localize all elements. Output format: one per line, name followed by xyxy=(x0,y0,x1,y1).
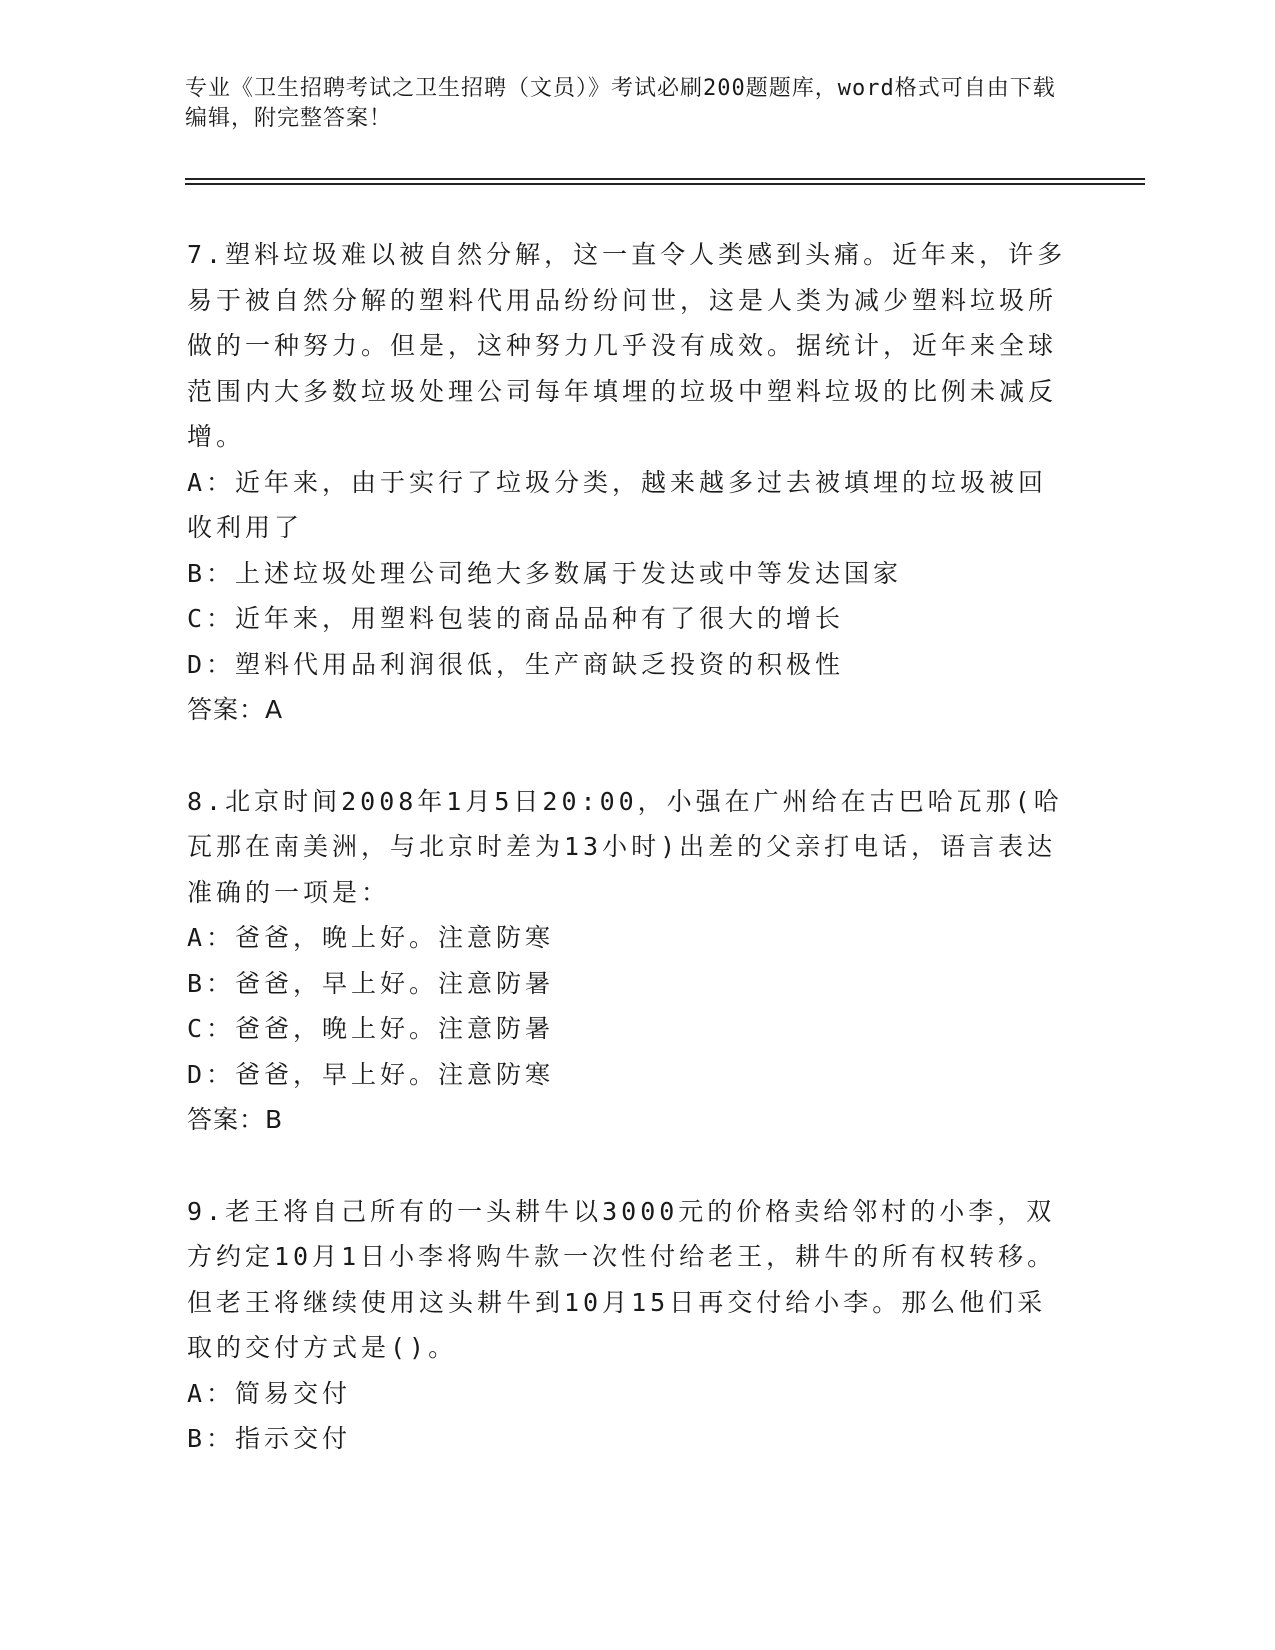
answer-label: 答案：A xyxy=(187,695,284,724)
question-text: 8.北京时间2008年1月5日20:00，小强在广州给在古巴哈瓦那(哈瓦那在南美洲，与北京时差为13小时)出差的父亲打电话，语言表达准确的一项是： xyxy=(187,786,1063,907)
document-header: 专业《卫生招聘考试之卫生招聘（文员）》考试必刷200题题库，word格式可自由下载编辑，附完整答案！ xyxy=(185,76,1056,131)
question-list xyxy=(187,232,1067,1508)
answer-label: 答案：B xyxy=(187,1105,284,1134)
question-8 xyxy=(187,779,1067,1143)
question-9 xyxy=(187,1189,1067,1462)
option-d: D：塑料代用品利润很低，生产商缺乏投资的积极性 xyxy=(187,649,845,679)
question-7 xyxy=(187,232,1067,733)
option-a: A：爸爸，晚上好。注意防寒 xyxy=(187,923,555,952)
option-b: B：上述垃圾处理公司绝大多数属于发达或中等发达国家 xyxy=(187,558,903,588)
header-divider-top xyxy=(185,178,1145,180)
option-a: A：近年来，由于实行了垃圾分类，越来越多过去被填埋的垃圾被回收利用了 xyxy=(187,467,1048,542)
question-text: 7.塑料垃圾难以被自然分解，这一直令人类感到头痛。近年来，许多易于被自然分解的塑料代用品纷纷问世，这是人类为减少塑料垃圾所做的一种努力。但是，这种努力几乎没有成效。据统计，近年来全球范围内大多数垃圾处理公司每年填埋的垃圾中塑料垃圾的比例未减反增。 xyxy=(187,240,1067,451)
option-c: C：近年来，用塑料包装的商品品种有了很大的增长 xyxy=(187,604,845,633)
option-b: B：指示交付 xyxy=(187,1424,352,1453)
question-text: 9.老王将自己所有的一头耕牛以3000元的价格卖给邻村的小李，双方约定10月1日小李将购牛款一次性付给老王，耕牛的所有权转移。但老王将继续使用这头耕牛到10月15日再交付给小李。那么他们采取的交付方式是()。 xyxy=(187,1196,1057,1362)
option-c: C：爸爸，晚上好。注意防暑 xyxy=(187,1014,555,1043)
option-a: A：简易交付 xyxy=(187,1378,352,1408)
option-d: D：爸爸，早上好。注意防寒 xyxy=(187,1059,555,1089)
header-divider-bottom xyxy=(185,183,1145,185)
option-b: B：爸爸，早上好。注意防暑 xyxy=(187,968,555,998)
